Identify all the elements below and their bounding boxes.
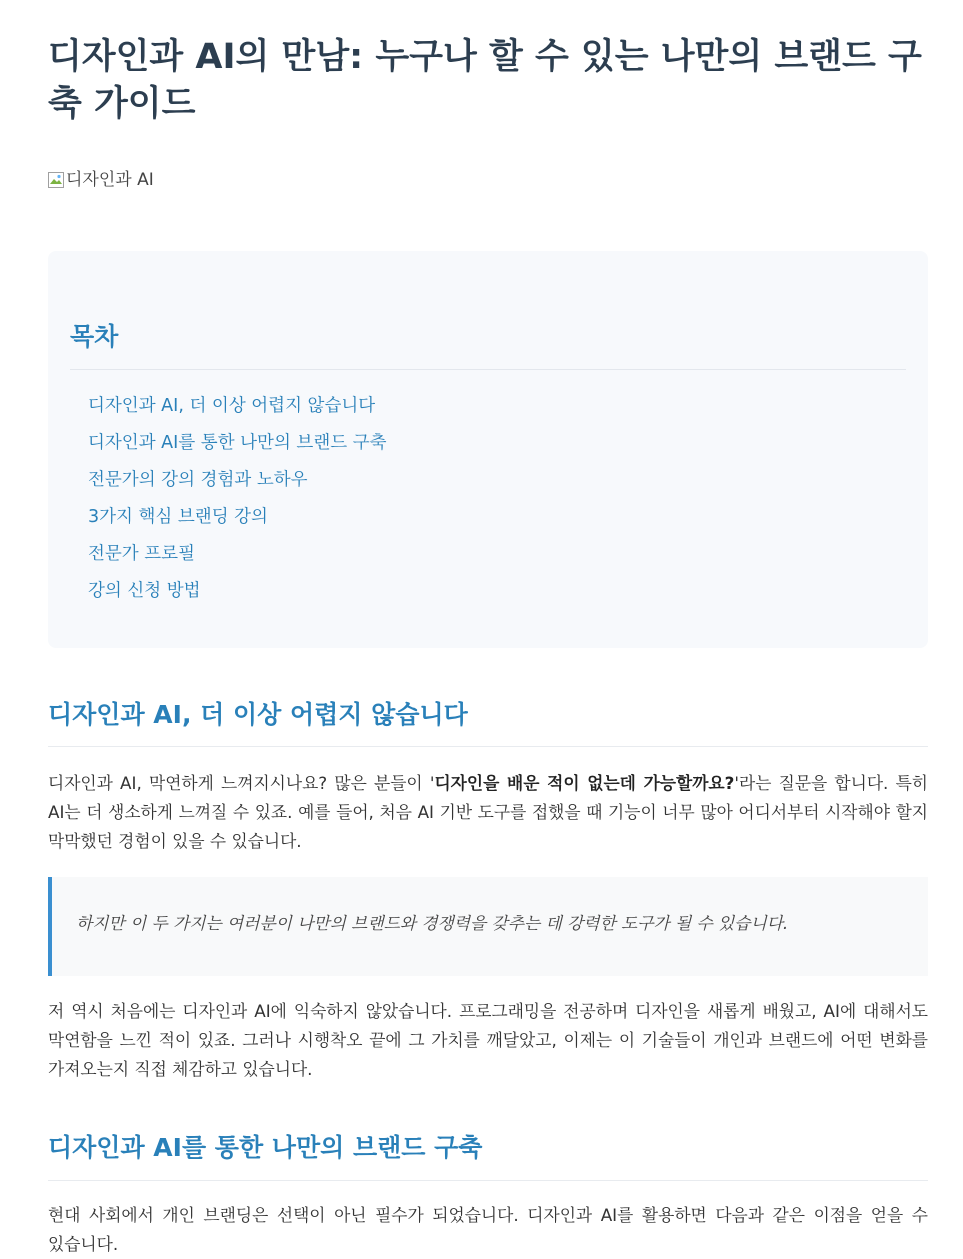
toc-item: [88, 504, 387, 541]
section1-blockquote: [48, 877, 928, 976]
table-of-contents: [48, 251, 928, 648]
para1-prefix: 디자인과 AI, 막연하게 느껴지시나요? 많은 분들이 ': [48, 773, 435, 793]
section2-heading: 디자인과 AI를 통한 나만의 브랜드 구축: [48, 1133, 483, 1162]
section1-paragraph2: 저 역시 처음에는 디자인과 AI에 익숙하지 않았습니다. 프로그래밍을 전공하며 디자인을 새롭게 배웠고, AI에 대해서도 막연함을 느낀 적이 있죠. 그러나 시행착오 끝에 그 가치를 깨달았고, 이제는 이 기술들이 개인과 브랜드에 어떤 변화를 가져오는지 직접 체감하고 있습니다.: [48, 1001, 928, 1079]
toc-link-expert-profile[interactable]: 전문가 프로필: [88, 544, 195, 564]
section1-divider: [48, 746, 928, 747]
toc-item: [88, 578, 387, 615]
toc-item: [88, 430, 387, 467]
broken-image-icon: [48, 172, 64, 188]
section1-paragraph1: [48, 769, 928, 856]
para1-suffix: '라는 질문을 합니다. 특히 AI는 더 생소하게 느껴질 수 있죠. 예를 들어, 처음 AI 기반 도구를 접했을 때 기능이 너무 많아 어디서부터 시작해야 할지 막막했던 경험이 있을 수 있습니다.: [48, 773, 929, 851]
toc-link-brand-building[interactable]: 디자인과 AI를 통한 나만의 브랜드 구축: [88, 433, 387, 453]
toc-item: [88, 467, 387, 504]
toc-item: [88, 541, 387, 578]
blockquote-text: 하지만 이 두 가지는 여러분이 나만의 브랜드와 경쟁력을 갖추는 데 강력한 도구가 될 수 있습니다.: [76, 913, 789, 933]
toc-item: [88, 393, 387, 430]
toc-link-how-to-apply[interactable]: 강의 신청 방법: [88, 581, 201, 601]
para1-bold-question: 디자인을 배운 적이 없는데 가능할까요?: [434, 773, 735, 793]
hero-image-alt: 디자인과 AI: [66, 170, 154, 190]
toc-list: [88, 393, 387, 615]
toc-divider: [70, 369, 906, 370]
toc-link-three-courses[interactable]: 3가지 핵심 브랜딩 강의: [88, 507, 268, 527]
toc-link-expert-experience[interactable]: 전문가의 강의 경험과 노하우: [88, 470, 308, 490]
section1-heading: 디자인과 AI, 더 이상 어렵지 않습니다: [48, 700, 468, 729]
section2-paragraph1: 현대 사회에서 개인 브랜딩은 선택이 아닌 필수가 되었습니다. 디자인과 AI를 활용하면 다음과 같은 이점을 얻을 수 있습니다.: [48, 1205, 928, 1254]
toc-link-design-ai-easy[interactable]: 디자인과 AI, 더 이상 어렵지 않습니다: [88, 396, 376, 416]
section2-divider: [48, 1180, 928, 1181]
article-title: 디자인과 AI의 만남: 누구나 할 수 있는 나만의 브랜드 구축 가이드: [48, 37, 922, 124]
toc-heading: 목차: [70, 322, 119, 351]
hero-image-broken: [48, 169, 154, 191]
